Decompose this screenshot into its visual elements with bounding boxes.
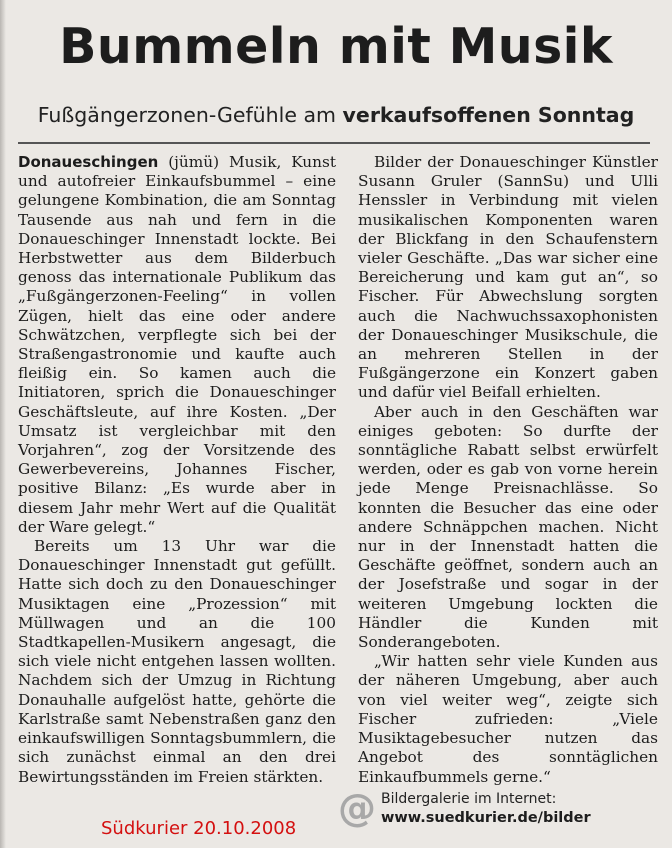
- gallery-box: [338, 786, 658, 832]
- paragraph: Bereits um 13 Uhr war die Donaueschinger Innenstadt gut gefüllt. Hatte sich doch zu den Donaueschinger Musiktagen eine „Prozession“ mit Müllwagen und an die 100 Stadtkapellen-Musikern angesagt, die sich viele nicht entgehen lassen wollten. Nachdem sich der Umzug in Richtung Donauhalle aufgelöst hatte, gehörte die Karlstraße samt Nebenstraßen ganz den einkaufswilligen Sonntagsbummlern, die sich zunächst einmal an den drei Bewirtungsständen im Freien stärkten.: [18, 537, 336, 786]
- at-icon: @: [338, 786, 376, 830]
- subhead-bold: verkaufsoffenen Sonntag: [342, 103, 635, 127]
- article-column-right: [358, 153, 658, 787]
- paragraph: „Wir hatten sehr viele Kunden aus der näheren Umgebung, aber auch von viel weiter weg“, zeigte sich Fischer zufrieden: „Viele Musiktagebesucher nutzen das Angebot des sonntäglichen Einkaufbummels gerne.“: [358, 652, 658, 786]
- article-subhead: [0, 103, 672, 127]
- article-column-left: [18, 153, 336, 787]
- headline-divider: [18, 142, 650, 144]
- paragraph: [18, 153, 336, 537]
- paragraph-text: (jümü) Musik, Kunst und autofreier Einkaufsbummel – eine gelungene Kombination, die am Sonntag Tausende aus nah und fern in die Donaueschinger Innenstadt lockte. Bei Herbstwetter aus dem Bilderbuch genoss das internationale Publikum das „Fußgängerzonen-Feeling“ in vollen Zügen, hielt das eine oder andere Schwätzchen, verpflegte sich bei der Straßengastronomie und kaufte auch fleißig ein. So kamen auch die Initiatoren, sprich die Donaueschinger Geschäftsleute, auf ihre Kosten. „Der Umsatz ist vergleichbar mit den Vorjahren“, zog der Vorsitzende des Gewerbevereins, Johannes Fischer, positive Bilanz: „Es wurde aber in diesem Jahr mehr Wert auf die Qualität der Ware gelegt.“: [18, 153, 336, 536]
- gallery-label: Bildergalerie im Internet:: [381, 791, 557, 807]
- dateline-place: Donaueschingen: [18, 153, 159, 171]
- source-annotation: Südkurier 20.10.2008: [101, 818, 297, 839]
- subhead-regular: Fußgängerzonen-Gefühle am: [37, 103, 343, 127]
- gallery-url[interactable]: www.suedkurier.de/bilder: [381, 810, 591, 826]
- scan-edge-shadow: [0, 0, 6, 848]
- article-headline: Bummeln mit Musik: [59, 18, 613, 75]
- paragraph: Aber auch in den Geschäften war einiges geboten: So durfte der sonntägliche Rabatt selbst erwürfelt werden, oder es gab von vorne herein jede Menge Preisnachlässe. So konnten die Besucher das eine oder andere Schnäppchen machen. Nicht nur in der Innenstadt hatten die Geschäfte geöffnet, sondern auch an der Josefstraße und sogar in der weiteren Umgebung lockten die Händler die Kunden mit Sonderangeboten.: [358, 402, 658, 652]
- paragraph: Bilder der Donaueschinger Künstler Susann Gruler (SannSu) und Ulli Henssler in Verbindung mit vielen musikalischen Komponenten waren der Blickfang in den Schaufenstern vieler Geschäfte. „Das war sicher eine Bereicherung und kam gut an“, so Fischer. Für Abwechslung sorgten auch die Nachwuchssaxophonisten der Donaueschinger Musikschule, die an mehreren Stellen in der Fußgängerzone ein Konzert gaben und dafür viel Beifall erhielten.: [358, 153, 658, 402]
